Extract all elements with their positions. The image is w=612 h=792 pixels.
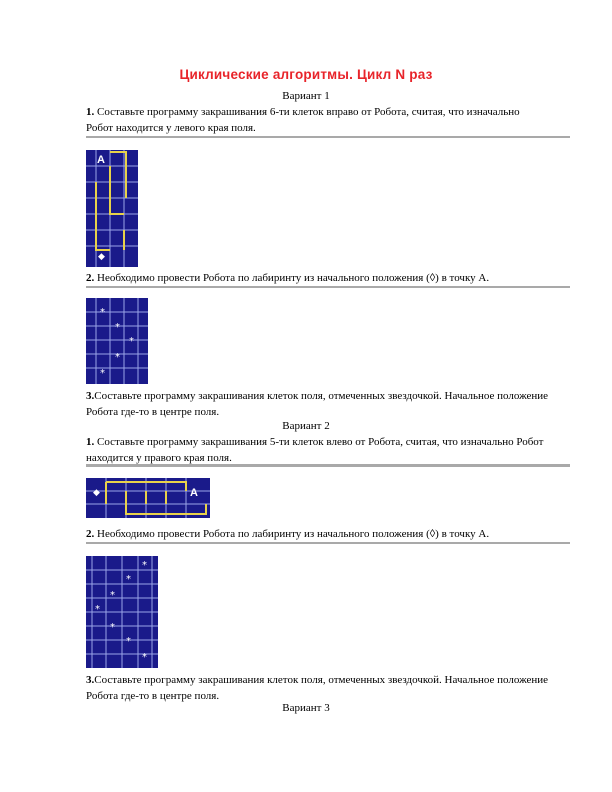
v2-task-1-number: 1. [86, 436, 95, 448]
divider [86, 464, 570, 467]
v1-task-1-number: 1. [86, 106, 95, 118]
v2-task-2-text: Необходимо провести Робота по лабиринту из начального положения (◊) в точку А. [94, 528, 490, 540]
v2-task-1 [86, 434, 546, 466]
v1-task-1-text: Составьте программу закрашивания 6-ти клеток вправо от Робота, считая, что изначально Робот находится у левого края поля. [86, 106, 520, 134]
star-icon: * [100, 368, 105, 379]
star-icon: * [142, 560, 147, 571]
maze-figure-1 [86, 150, 138, 267]
v2-task-3-number: 3. [86, 674, 95, 686]
v1-task-2 [86, 270, 546, 286]
star-icon: * [115, 322, 120, 333]
variant-2-heading: Вариант 2 [282, 420, 330, 432]
maze-2-target-label: A [190, 487, 198, 499]
divider [86, 542, 570, 544]
maze-figure-2 [86, 478, 210, 518]
v2-task-3-text: Составьте программу закрашивания клеток поля, отмеченных звездочкой. Начальное положение Робота где-то в центре поля. [86, 674, 549, 702]
robot-start-marker: ◆ [93, 487, 100, 497]
v1-task-3-text: Составьте программу закрашивания клеток поля, отмеченных звездочкой. Начальное положение Робота где-то в центре поля. [86, 390, 549, 418]
star-icon: * [129, 336, 134, 347]
v2-task-2-number: 2. [86, 528, 95, 540]
star-icon: * [100, 307, 105, 318]
v2-task-2 [86, 526, 546, 542]
maze-1-target-label: A [97, 154, 105, 166]
page-title: Циклические алгоритмы. Цикл N раз [179, 67, 433, 82]
star-icon: * [115, 352, 120, 363]
star-icon: * [126, 574, 131, 585]
v1-task-1 [86, 104, 546, 136]
star-icon: * [126, 636, 131, 647]
v1-task-3-number: 3. [86, 390, 95, 402]
variant-1-heading: Вариант 1 [282, 90, 330, 102]
v1-task-3 [86, 388, 556, 420]
stars-figure-2 [86, 556, 158, 668]
star-icon: * [110, 590, 115, 601]
v2-task-1-text: Составьте программу закрашивания 5-ти клеток влево от Робота, считая, что изначально Робот находится у правого края поля. [86, 436, 544, 464]
star-icon: * [110, 622, 115, 633]
variant-3-heading: Вариант 3 [282, 702, 330, 714]
star-icon: * [142, 652, 147, 663]
star-icon: * [95, 604, 100, 615]
v2-task-3 [86, 672, 556, 704]
robot-start-marker: ◆ [98, 251, 105, 261]
v1-task-2-text: Необходимо провести Робота по лабиринту из начального положения (◊) в точку А. [94, 272, 490, 284]
v1-task-2-number: 2. [86, 272, 95, 284]
stars-figure-1 [86, 298, 148, 384]
divider [86, 286, 570, 288]
divider [86, 136, 570, 138]
